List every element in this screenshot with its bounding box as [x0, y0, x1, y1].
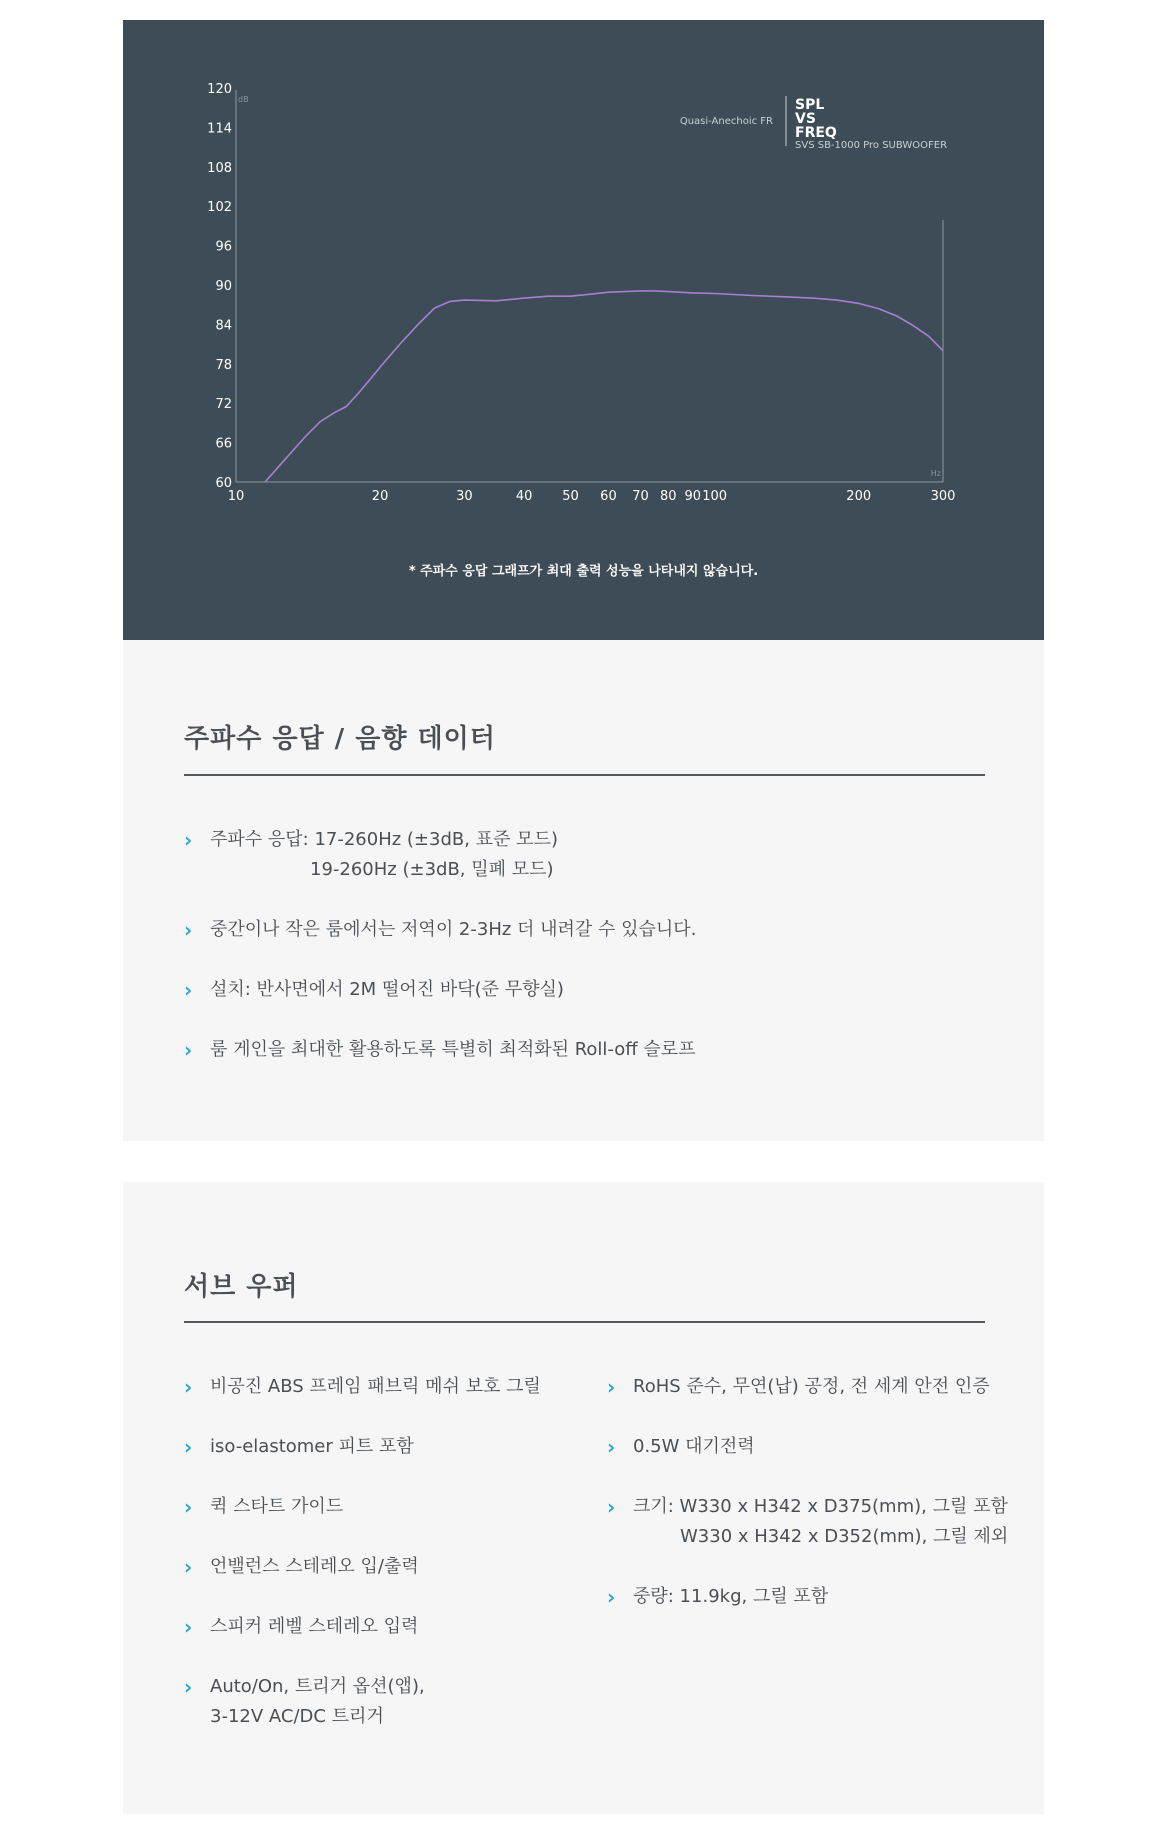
y-tick-label: 60 [215, 476, 232, 491]
y-tick-label: 108 [207, 160, 232, 176]
chevron-right-icon: › [607, 1585, 616, 1609]
chart-svg [123, 20, 1044, 640]
list-item [184, 1552, 541, 1582]
x-tick-label: 30 [456, 489, 473, 504]
chart-note: * 주파수 응답 그래프가 최대 출력 성능을 나타내지 않습니다. [408, 564, 759, 579]
list-item [184, 1035, 696, 1065]
x-tick-label: 50 [562, 489, 579, 504]
acoustic-data-section [123, 640, 1044, 1141]
y-tick-label: 78 [215, 357, 232, 373]
list-item-text: 크기: W330 x H342 x D375(mm), 그릴 포함 [633, 1496, 1008, 1517]
y-tick-label: 66 [215, 436, 232, 452]
section-title: 주파수 응답 / 음향 데이터 [184, 724, 496, 754]
section-divider [184, 774, 985, 776]
chevron-right-icon: › [607, 1495, 616, 1519]
acoustic-data-list [184, 825, 696, 1095]
chevron-right-icon: › [184, 1038, 193, 1062]
x-tick-label: 100 [702, 489, 728, 504]
chart-title-line: FREQ [795, 125, 837, 141]
subwoofer-features-left [184, 1372, 541, 1762]
y-unit-label: dB [238, 95, 249, 104]
y-tick-label: 120 [207, 82, 232, 97]
list-item [184, 1612, 541, 1642]
list-item-text: 스피커 레벨 스테레오 입력 [210, 1616, 419, 1637]
list-item [184, 975, 696, 1005]
list-item [184, 1492, 541, 1522]
list-item-text: 설치: 반사면에서 2M 떨어진 바닥(준 무향실) [210, 979, 564, 1000]
chevron-right-icon: › [184, 918, 193, 942]
list-item-text: 주파수 응답: 17-260Hz (±3dB, 표준 모드) [210, 829, 558, 850]
chevron-right-icon: › [184, 828, 193, 852]
list-item-text-continued: W330 x H342 x D352(mm), 그릴 제외 [680, 1526, 1009, 1547]
series-line [265, 291, 943, 482]
list-item [607, 1582, 1008, 1612]
chart-subtitle: SVS SB-1000 Pro SUBWOOFER [795, 140, 948, 151]
list-item-text: Auto/On, 트리거 옵션(앱), [210, 1676, 425, 1697]
list-item-text: 비공진 ABS 프레임 패브릭 메쉬 보호 그릴 [210, 1376, 541, 1397]
legend-label: Quasi-Anechoic FR [679, 116, 773, 127]
x-tick-label: 40 [515, 489, 533, 504]
x-tick-label: 60 [600, 489, 617, 504]
list-item [607, 1372, 1008, 1402]
y-tick-label: 96 [215, 239, 232, 255]
list-item-text-continued: 19-260Hz (±3dB, 밀폐 모드) [310, 859, 554, 880]
chart-title-line: VS [795, 111, 816, 127]
list-item-text: 중량: 11.9kg, 그릴 포함 [633, 1586, 829, 1607]
chevron-right-icon: › [184, 1555, 193, 1579]
list-item-text: 퀵 스타트 가이드 [210, 1496, 344, 1517]
list-item-text: 언밸런스 스테레오 입/출력 [210, 1556, 419, 1577]
chevron-right-icon: › [184, 978, 193, 1002]
x-unit-label: Hz [930, 469, 941, 478]
x-tick-label: 10 [227, 489, 245, 504]
y-tick-label: 72 [215, 397, 232, 413]
list-item [607, 1492, 1008, 1552]
list-item-text: 중간이나 작은 룸에서는 저역이 2-3Hz 더 내려갈 수 있습니다. [210, 919, 697, 940]
list-item-text: RoHS 준수, 무연(납) 공정, 전 세계 안전 인증 [633, 1376, 990, 1397]
chevron-right-icon: › [607, 1375, 616, 1399]
x-tick-label: 90 [684, 489, 702, 504]
chevron-right-icon: › [184, 1675, 193, 1699]
x-tick-label: 300 [930, 489, 956, 504]
list-item [607, 1432, 1008, 1462]
chevron-right-icon: › [184, 1495, 193, 1519]
x-tick-label: 80 [659, 489, 677, 504]
list-item [184, 915, 696, 945]
chevron-right-icon: › [184, 1435, 193, 1459]
x-tick-label: 200 [846, 489, 872, 504]
list-item [184, 1432, 541, 1462]
list-item [184, 825, 696, 885]
y-tick-label: 102 [207, 200, 232, 216]
section-divider [184, 1321, 985, 1323]
subwoofer-section [123, 1182, 1044, 1814]
list-item [184, 1672, 541, 1732]
y-tick-label: 90 [215, 279, 232, 294]
y-tick-label: 114 [207, 121, 232, 137]
section-title: 서브 우퍼 [184, 1272, 299, 1302]
list-item [184, 1372, 541, 1402]
x-tick-label: 20 [371, 489, 389, 504]
subwoofer-features-right [607, 1372, 1008, 1642]
x-tick-label: 70 [632, 489, 649, 504]
list-item-text: 0.5W 대기전력 [633, 1436, 755, 1457]
chevron-right-icon: › [607, 1435, 616, 1459]
chevron-right-icon: › [184, 1375, 193, 1399]
y-tick-label: 84 [215, 318, 232, 334]
list-item-text-continued: 3-12V AC/DC 트리거 [210, 1706, 384, 1727]
chart-title-line: SPL [795, 97, 825, 113]
chevron-right-icon: › [184, 1615, 193, 1639]
list-item-text: iso-elastomer 피트 포함 [210, 1436, 414, 1457]
list-item-text: 룸 게인을 최대한 활용하도록 특별히 최적화된 Roll-off 슬로프 [210, 1039, 696, 1060]
frequency-response-chart [123, 20, 1044, 640]
